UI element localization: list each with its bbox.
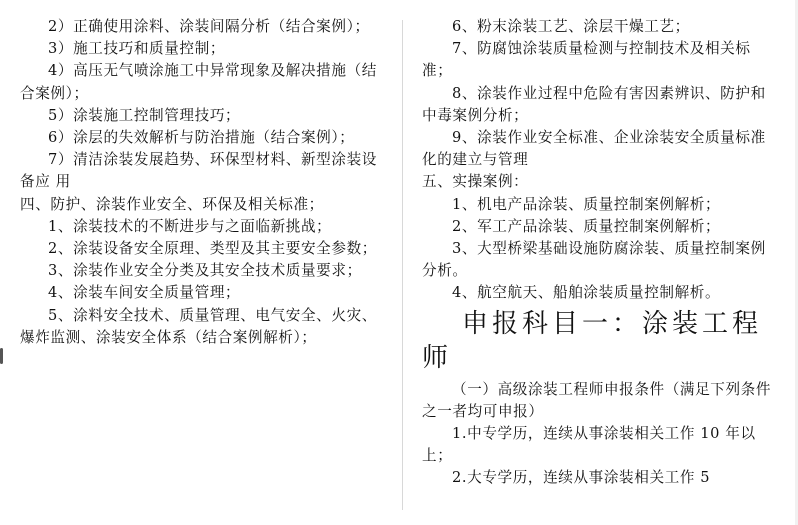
right-paragraph-2: 7、防腐蚀涂装质量检测与控制技术及相关标准； (422, 40, 751, 80)
left-paragraph-9: 2、涂装设备安全原理、类型及其主要安全参数； (48, 240, 377, 258)
right-paragraph-after-title-3: 2.大专学历，连续从事涂装相关工作 5 (452, 469, 711, 487)
right-column (422, 16, 778, 490)
right-paragraph-9: 4、航空航天、船舶涂装质量控制解析。 (452, 284, 721, 302)
right-paragraph-1: 6、粉末涂装工艺、涂层干燥工艺； (452, 18, 690, 35)
left-paragraph-4: 5）涂装施工控制管理技巧； (48, 106, 241, 124)
right-paragraph-7: 2、军工产品涂装、质量控制案例解析； (452, 217, 721, 235)
right-paragraph-6: 1、机电产品涂装、质量控制案例解析； (452, 195, 721, 213)
column-divider (402, 20, 403, 510)
left-paragraph-12: 5、涂料安全技术、质量管理、电气安全、火灾、爆炸监测、涂装安全体系（结合案例解析）； (20, 306, 377, 346)
right-paragraph-after-title-1: （一）高级涂装工程师申报条件（满足下列条件之一者均可申报） (422, 380, 772, 420)
right-paragraph-after-title-2: 1.中专学历，连续从事涂装相关工作 10 年以上； (422, 425, 756, 465)
left-paragraph-2: 3）施工技巧和质量控制； (48, 40, 226, 58)
left-paragraph-10: 3、涂装作业安全分类及其安全技术质量要求； (48, 262, 362, 280)
left-paragraph-6: 7）清洁涂装发展趋势、环保型材料、新型涂装设备应 用 (20, 151, 377, 191)
left-column (20, 16, 392, 349)
left-heading-section-4: 四、防护、涂装作业安全、环保及相关标准； (20, 195, 324, 213)
left-paragraph-8: 1、涂装技术的不断进步与之面临新挑战； (48, 217, 332, 235)
section-title: 申报科目一：涂装工程师 (422, 308, 763, 373)
right-paragraph-4: 9、涂装作业安全标准、企业涂装安全质量标准化的建立与管理 (422, 129, 766, 169)
right-paragraph-3: 8、涂装作业过程中危险有害因素辨识、防护和中毒案例分析； (422, 84, 766, 124)
binding-mark (0, 348, 3, 364)
right-paragraph-8: 3、大型桥梁基础设施防腐涂装、质量控制案例分析。 (422, 240, 766, 280)
left-paragraph-5: 6）涂层的失效解析与防治措施（结合案例）； (48, 129, 355, 147)
right-heading-section-5: 五、实操案例： (422, 173, 529, 191)
left-paragraph-11: 4、涂装车间安全质量管理； (48, 284, 241, 302)
left-paragraph-1: 2）正确使用涂料、涂装间隔分析（结合案例）； (48, 18, 370, 35)
left-paragraph-3: 4）高压无气喷涂施工中异常现象及解决措施（结合案例）； (20, 62, 377, 102)
